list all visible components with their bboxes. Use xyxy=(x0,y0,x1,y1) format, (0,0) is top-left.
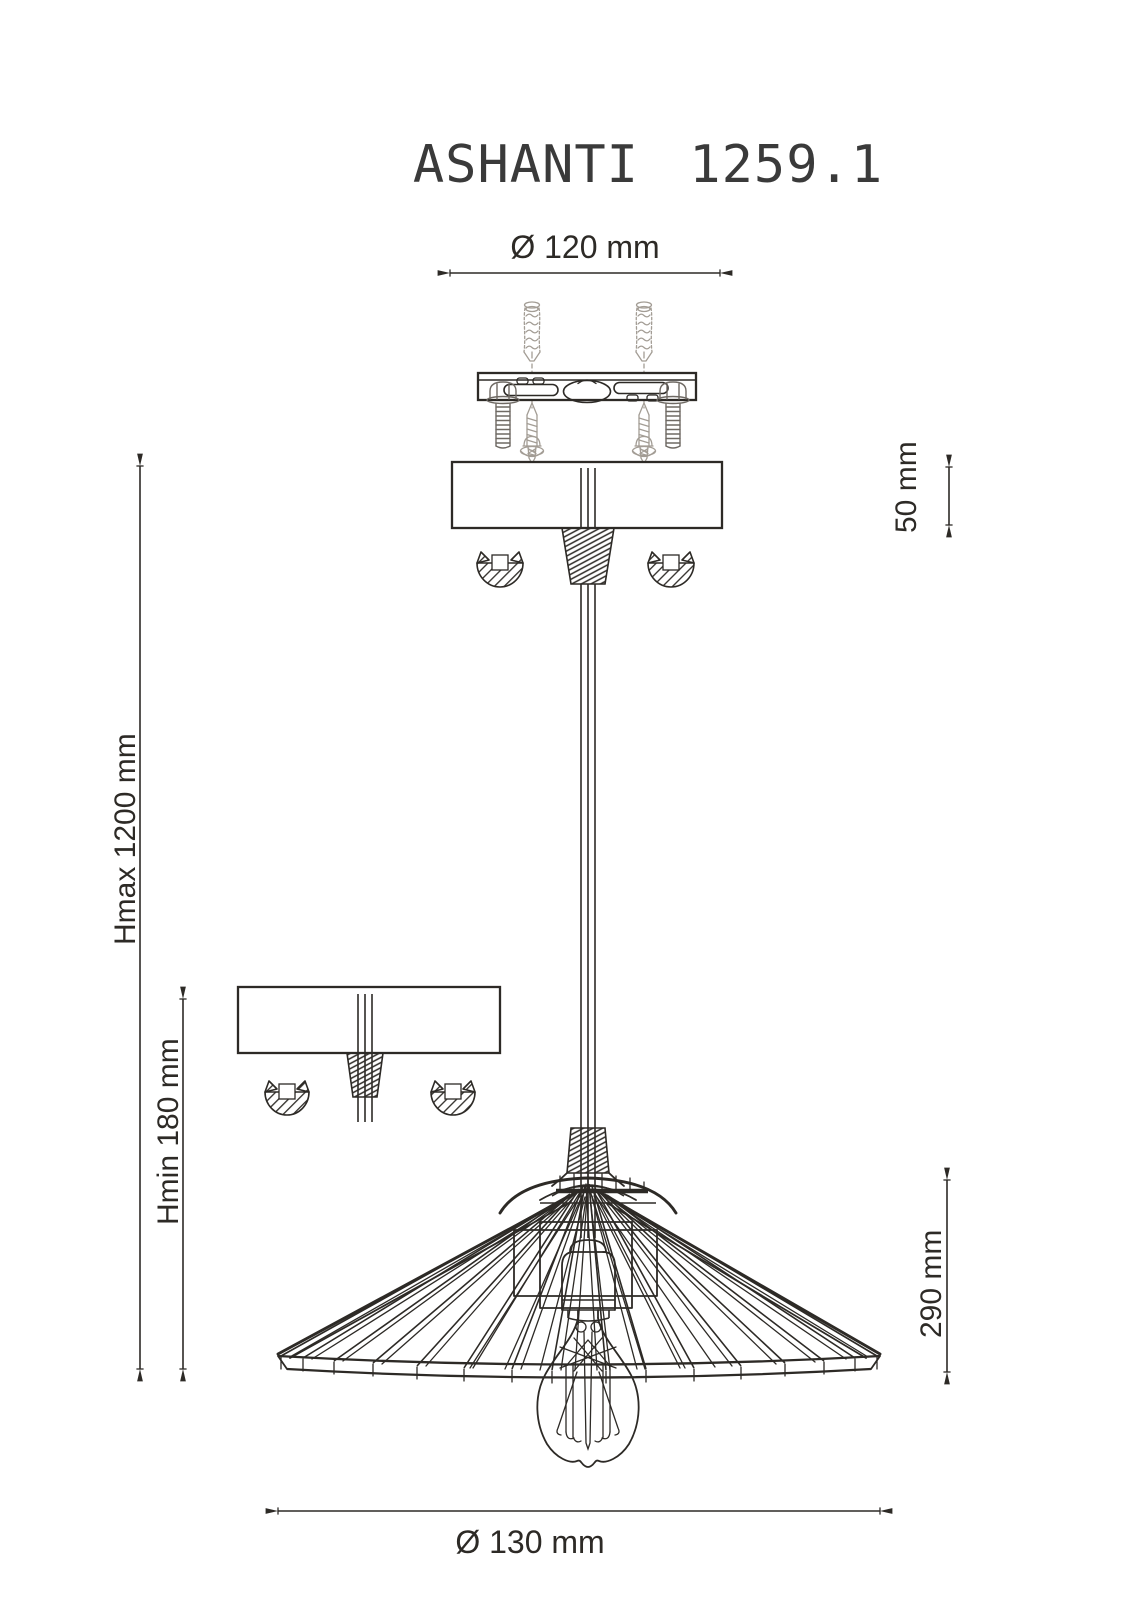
canopy-body xyxy=(452,462,722,528)
mounting-screw-left xyxy=(521,403,544,457)
thumb-nut-left xyxy=(477,552,523,587)
height-min-label: Hmin 180 mm xyxy=(152,1038,185,1225)
canopy-screw-left xyxy=(523,437,541,464)
canopy-detail xyxy=(238,987,500,1122)
light-bulb xyxy=(537,1310,638,1467)
mounting-screw-right xyxy=(633,403,656,457)
dimension-shade-height xyxy=(915,1180,948,1372)
detail-canopy-box xyxy=(238,987,500,1053)
mounting-bracket xyxy=(478,373,696,403)
detail-thumb-nut-left xyxy=(265,1081,309,1115)
dimension-shade-diameter xyxy=(278,1511,880,1560)
bulb-filament xyxy=(557,1322,619,1449)
shade-rim xyxy=(278,1356,880,1383)
drawing-title: ASHANTI 1259.1 xyxy=(412,135,884,195)
shade-height-label: 290 mm xyxy=(915,1229,948,1338)
mount-diameter-label: Ø 120 mm xyxy=(510,229,660,265)
detail-cord-grip xyxy=(347,1053,383,1097)
dimension-height-min xyxy=(152,999,185,1369)
ceiling-canopy xyxy=(452,462,722,528)
canopy-screw-right xyxy=(635,437,653,464)
dimension-height-max xyxy=(109,466,142,1369)
detail-thumb-nut-right xyxy=(431,1081,475,1115)
bulb-neck xyxy=(578,1310,598,1318)
dimension-canopy-height xyxy=(890,441,949,533)
thumb-nut-right xyxy=(648,552,694,587)
height-max-label: Hmax 1200 mm xyxy=(109,733,142,945)
shade-cord-grip xyxy=(567,1128,609,1173)
cord-grip-top xyxy=(562,528,614,584)
shade-diameter-label: Ø 130 mm xyxy=(455,1524,605,1560)
shade-ribs xyxy=(278,1184,880,1370)
dimension-mount-diameter xyxy=(450,229,720,273)
canopy-height-label: 50 mm xyxy=(890,441,923,533)
